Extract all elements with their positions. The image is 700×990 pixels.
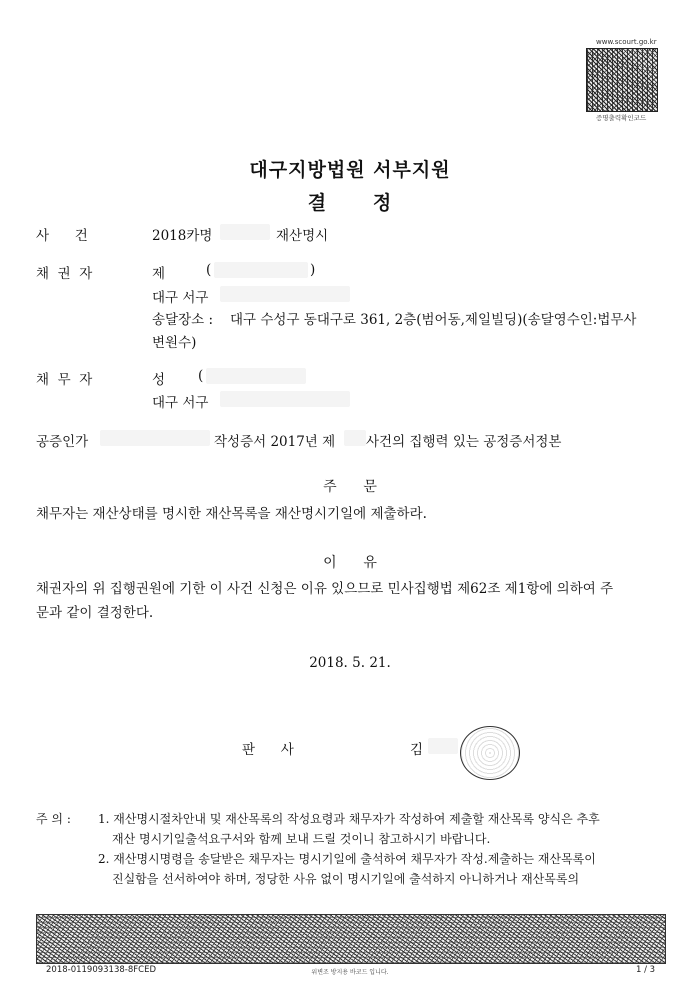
debtor-label: 채 무 자 (36, 372, 93, 388)
verification-barcode (586, 48, 658, 112)
creditor-label: 채 권 자 (36, 266, 93, 282)
redaction (214, 262, 308, 278)
redaction (206, 368, 306, 384)
case-label: 사 건 (36, 228, 88, 244)
judge-name: 김 (410, 742, 424, 758)
delivery-address-line2: 변원수) (152, 335, 197, 351)
creditor-name: 제 (152, 266, 166, 282)
note-2-line2: 진실함을 선서하여야 하며, 정당한 사유 없이 명시기일에 출석하지 아니하거나 재산목록의 (112, 872, 580, 886)
redaction (344, 430, 366, 446)
court-seal-stamp (460, 726, 520, 780)
anti-forgery-barcode (36, 914, 666, 964)
delivery-address-line1: 대구 수성구 동대구로 361, 2층(범어동,제일빌딩)(송달영수인:법무사 (230, 312, 637, 328)
order-heading: 주 문 (323, 479, 377, 495)
notes-label: 주 의 : (36, 812, 71, 826)
order-text: 채무자는 재산상태를 명시한 재산목록을 재산명시기일에 제출하라. (36, 506, 427, 522)
decision-date: 2018. 5. 21. (309, 655, 391, 671)
redaction (100, 430, 210, 446)
reason-heading: 이 유 (323, 555, 377, 571)
note-1-line1: 1. 재산명시절차안내 및 재산목록의 작성요령과 채무자가 작성하여 제출할 재산목록 양식은 추후 (98, 812, 600, 826)
barcode-caption: 위변조 방지용 바코드 입니다. (311, 969, 389, 976)
barcode-label: 증명출력확인코드 (596, 114, 647, 122)
creditor-address: 대구 서구 (152, 290, 209, 306)
document-code: 2018-0119093138-8FCED (46, 965, 156, 975)
notary-suffix: 사건의 집행력 있는 공정증서정본 (366, 434, 562, 450)
note-2-line1: 2. 재산명시명령을 송달받은 채무자는 명시기일에 출석하여 채무자가 작성.제출하는 재산목록이 (98, 852, 596, 866)
debtor-name: 성 (152, 372, 166, 388)
redaction (220, 391, 350, 407)
redaction (220, 224, 270, 240)
case-number: 2018카명 (152, 228, 213, 244)
site-url: www.scourt.go.kr (596, 38, 657, 46)
redaction (428, 738, 458, 754)
delivery-label: 송달장소 : (152, 312, 214, 328)
creditor-paren-close: ) (310, 262, 316, 278)
debtor-address: 대구 서구 (152, 395, 209, 411)
court-name: 대구지방법원 서부지원 (249, 159, 451, 181)
reason-line1: 채권자의 위 집행권원에 기한 이 사건 신청은 이유 있으므로 민사집행법 제62조 제1항에 의하여 주 (36, 581, 614, 597)
notary-middle: 작성증서 2017년 제 (214, 434, 336, 450)
creditor-paren-open: ( (206, 262, 212, 278)
document-title: 결 정 (307, 192, 393, 214)
notary-prefix: 공증인가 (36, 434, 89, 450)
case-type: 재산명시 (276, 228, 329, 244)
judge-label: 판 사 (242, 742, 294, 758)
redaction (220, 286, 350, 302)
reason-line2: 문과 같이 결정한다. (36, 605, 154, 621)
note-1-line2: 재산 명시기일출석요구서와 함께 보내 드릴 것이니 참고하시기 바랍니다. (112, 832, 491, 846)
page-number: 1 / 3 (636, 965, 656, 975)
debtor-paren-open: ( (198, 368, 204, 384)
